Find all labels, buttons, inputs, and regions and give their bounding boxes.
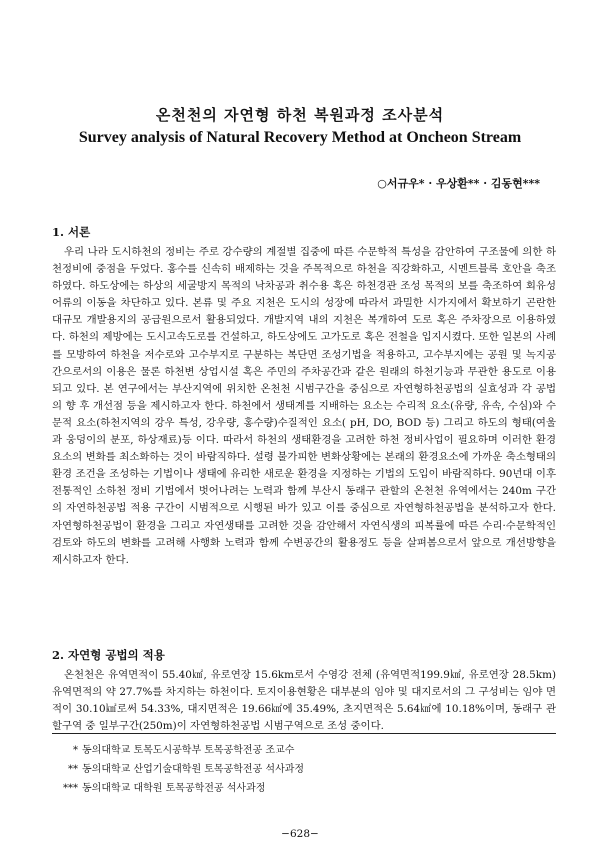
- footnote-text: 동의대학교 대학원 토목공학전공 석사과정: [82, 783, 266, 794]
- section-heading: 1. 서론: [52, 225, 91, 239]
- footnote: [58, 779, 304, 798]
- section-heading: 2. 자연형 공법의 적용: [52, 648, 165, 662]
- footnotes: [58, 741, 304, 798]
- title-english: Survey analysis of Natural Recovery Method at Oncheon Stream: [78, 129, 522, 146]
- footnote-mark: *: [73, 745, 78, 756]
- footnote: [58, 760, 304, 779]
- section-body: 온천천은 유역면적이 55.40㎢, 유로연장 15.6km로서 수영강 전체 (유역면적199.9㎢, 유로연장 28.5km) 유역면적의 약 27.7%를 차지하는 하천이다. 토지이용현황은 대부분의 임야 및 대지로서의 그 구성비는 임야 면적이 30.10㎢로써 54.33%, 대지면적은 19.66㎢에 35.49%, 초지면적은 5.64㎢에 10.18%이며, 동래구 관할구역 중 일부구간(250m)이 자연형하천공법 시범구역으로 조성 중이다.: [52, 669, 556, 733]
- author-list: ○서규우* · 우상환** · 김동현***: [377, 177, 540, 190]
- section-introduction: [52, 224, 556, 569]
- section-body: 우리 나라 도시하천의 정비는 주로 강수량의 계절별 집중에 따른 수문학적 특성을 감안하여 구조물에 의한 하천정비에 중점을 두었다. 홍수를 신속히 배제하는 것을 주목적으로 하천을 직강화하고, 시멘트블록 호안을 축조하였다. 하도상에는 하상의 세굴방지 목적의 낙차공과 취수용 혹은 하천경관 조성 목적의 보를 축조하여 회유성 어류의 이동을 차단하고 있다. 본류 및 주요 지천은 도시의 성장에 따라서 과밀한 시가지에서 확보하기 곤란한 대규모 개발용지의 공급원으로서 활용되었다. 개발지역 내의 지천은 복개하여 도로 혹은 주차장으로 이용하였다. 하천의 제방에는 도시고속도로를 건설하고, 하도상에도 고가도로 혹은 전철을 입지시켰다. 또한 일본의 사례를 모방하여 하천을 저수로와 고수부지로 구분하는 복단면 조성기법을 적용하고, 고수부지에는 공원 및 녹지공간으로서의 이용은 물론 하천변 상업시설 혹은 주민의 주차공간과 같은 원래의 하천기능과 무관한 용도로 이용되고 있다. 본 연구에서는 부산지역에 위치한 온천천 시범구간을 중심으로 자연형하천공법의 실효성과 각 공법의 향 후 개선점 등을 제시하고자 한다. 하천에서 생태계를 지배하는 요소는 수리적 요소(유량, 유속, 수심)와 수문적 요소(하천지역의 강우 특성, 강우량, 홍수량)수질적인 요소( pH, DO, BOD 등) 그리고 하도의 형태(여울과 웅덩이의 분포, 하상재료)등 이다. 따라서 하천의 생태환경을 고려한 하천 정비사업이 필요하며 이러한 환경요소의 변화를 최소화하는 것이 바람직하다. 설령 불가피한 변화상황에는 본래의 환경요소에 가까운 축소형태의 환경 조건을 조성하는 기법이나 생태에 유리한 새로운 환경을 지정하는 기법의 도입이 바람직하다. 90년대 이후 전통적인 소하천 정비 기법에서 벗어나려는 노력과 함께 부산시 동래구 관할의 온천천 유역에서는 240m 구간의 자연하천공법 적용 구간이 시범적으로 시행된 바가 있고 이를 중심으로 자연형하천공법을 분석하고자 한다. 자연형하천공법이 환경을 그리고 자연생태를 고려한 것을 감안해서 자연식생의 피복률에 따른 수리·수문학적인 검토와 하도의 변화를 고려해 사행화 노력과 함께 수변공간의 활용정도 등을 살펴봄으로서 앞으로 개선방향을 제시하고자 한다.: [52, 246, 556, 566]
- section-application: [52, 647, 556, 735]
- footnote: [58, 741, 304, 760]
- footnote-divider: [52, 733, 556, 734]
- footnote-text: 동의대학교 산업기술대학원 토목공학전공 석사과정: [82, 764, 305, 775]
- footnote-text: 동의대학교 토목도시공학부 토목공학전공 조교수: [82, 745, 295, 756]
- footnote-mark: **: [68, 764, 78, 775]
- title-korean: 온천천의 자연형 하천 복원과정 조사분석: [155, 106, 445, 124]
- page-number: −628−: [281, 828, 319, 840]
- footnote-mark: ***: [63, 783, 78, 794]
